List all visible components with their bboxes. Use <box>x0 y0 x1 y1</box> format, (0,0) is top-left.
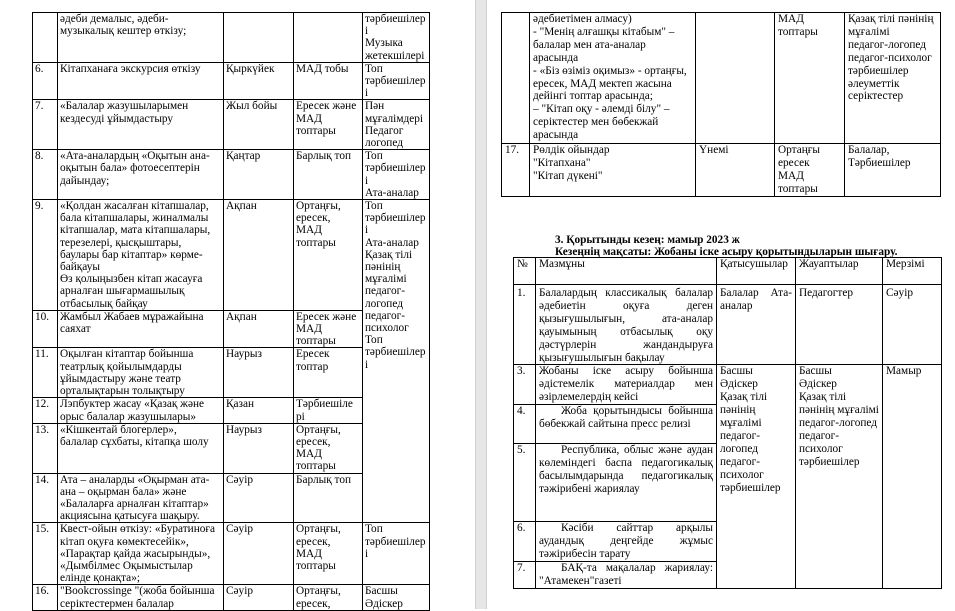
activity-group: Тәрбиешіле рі <box>294 398 363 423</box>
header-content: Мазмұны <box>536 258 717 285</box>
row-content: Жобаны іске асыру бойынша әдістемелік материалдар мен әзірлемелердің кейсі <box>536 365 717 405</box>
table-row <box>33 585 430 610</box>
activity-time <box>696 13 775 144</box>
activity-content: «Қолдан жасалған кітапшалар, бала кітапшалары, жиналмалы кітапшалар, мата кітапшалары, терезелері, қысқыштары, баулары бар кітаптар» көрме- байқауы Өз қолыңызбен кітап жасауға арналған шығармашылық отбасылық байқау <box>58 200 224 311</box>
activity-time: Қазан <box>224 398 294 423</box>
activity-content: "Bookcrossinge "(жоба бойынша серіктестермен балалар <box>58 585 224 610</box>
row-content: БАҚ-та мақалалар жариялау: "Атамекен"газеті <box>536 562 717 589</box>
activity-time: Наурыз <box>224 348 294 398</box>
row-number: 4. <box>514 405 536 444</box>
activity-group: Барлық топ <box>294 473 363 523</box>
row-content: Республика, облыс және аудан көлеміндегі баспа педагогикалық басылымдарында педагогикалық тәжірибені жариялау <box>536 444 717 522</box>
activity-time: Үнемі <box>696 144 775 197</box>
activity-responsible: Топ тәрбиешілері Ата-аналар Қазақ тілі пәнінің мұғалімі педагог-логопед педагог- психолог Топ тәрбиешілері <box>363 200 430 523</box>
activity-time: Сәуір <box>224 585 294 610</box>
activity-time: Қыркүйек <box>224 62 294 100</box>
activity-group: Ортаңғы, ересек, МАД топтары <box>294 200 363 311</box>
final-stage-table <box>513 257 942 589</box>
table-row <box>514 365 942 405</box>
activity-group: Барлық топ <box>294 150 363 200</box>
row-responsible: Педагогтер <box>796 285 883 365</box>
activity-content: Квест-ойын өткізу: «Буратиноға кітап оқуға көмектесейік», «Парақтар қайда жасырынды», «Дымбілмес Оқымыстылар елінде қонақта»; <box>58 523 224 585</box>
activity-responsible: Қазақ тілі пәнінің мұғалімі педагог-логопед педагог-психолог тәрбиешілер әлеуметтік серіктестер <box>845 13 941 144</box>
activity-time <box>224 13 294 63</box>
table-row <box>33 100 430 150</box>
row-number <box>502 13 530 144</box>
activity-group: Ортаңғы, ересек, <box>294 585 363 610</box>
document-page-right <box>487 0 955 609</box>
activity-time: Ақпан <box>224 310 294 348</box>
row-number: 6. <box>514 522 536 562</box>
activity-responsible: Пән мұғалімдері Педагог логопед <box>363 100 430 150</box>
activity-responsible: Басшы Әдіскер <box>363 585 430 610</box>
activity-time: Қаңтар <box>224 150 294 200</box>
table-row <box>502 13 941 144</box>
table-row <box>514 285 942 365</box>
table-row <box>33 13 430 63</box>
activity-content: «Ата-аналардың «Оқытын ана- оқытын бала» фотоесептерін дайындау; <box>58 150 224 200</box>
row-number: 6. <box>33 62 58 100</box>
row-number: 5. <box>514 444 536 522</box>
table-header-row <box>514 258 942 285</box>
activity-content: әдебиетімен алмасу) - "Менің алғашқы кітабым" – балалар мен ата-аналар арасында - «Біз өзіміз оқимыз» - ортаңғы, ересек, МАД мектеп жасына дейінгі топтар арасында; – "Кітап оқу - әлемді білу" – серіктестер мен бөбекжай арасында <box>530 13 696 144</box>
activity-time: Сәуір <box>224 473 294 523</box>
row-number: 7. <box>514 562 536 589</box>
row-number: 11. <box>33 348 58 398</box>
page-gutter <box>475 0 487 609</box>
header-number: № <box>514 258 536 285</box>
row-participants: Балалар Ата-аналар <box>717 285 796 365</box>
activity-content: Рөлдік ойындар "Кітапхана" "Кітап дүкені" <box>530 144 696 197</box>
row-number: 13. <box>33 423 58 473</box>
table-row <box>502 144 941 197</box>
activity-content: «Кішкентай блогерлер», балалар сұхбаты, кітапқа шолу <box>58 423 224 473</box>
activity-responsible: Топ тәрбиешілері <box>363 62 430 100</box>
activity-responsible: тәрбиешілері Музыка жетекшілері <box>363 13 430 63</box>
document-page-left <box>0 0 475 609</box>
activity-group: Ортаңғы ересек МАД топтары <box>775 144 845 197</box>
activity-responsible: Топ тәрбиешілері <box>363 523 430 585</box>
activity-content: Лэпбуктер жасау «Қазақ және орыс балалар жазушылары» <box>58 398 224 423</box>
table-row <box>33 62 430 100</box>
activity-content: Кітапханаға экскурсия өткізу <box>58 62 224 100</box>
row-number: 8. <box>33 150 58 200</box>
activity-group: МАД тобы <box>294 62 363 100</box>
row-content: Жоба қорытындысы бойынша бөбекжай сайтына пресс релизі <box>536 405 717 444</box>
activity-content: әдеби демалыс, әдеби- музыкалық кештер өткізу; <box>58 13 224 63</box>
row-content: Кәсіби сайттар арқылы аудандық деңгейде жұмыс тәжірибесін тарату <box>536 522 717 562</box>
row-deadline: Сәуір <box>883 285 942 365</box>
row-number: 7. <box>33 100 58 150</box>
row-number: 9. <box>33 200 58 311</box>
activity-group: Ортаңғы, ересек, МАД топтары <box>294 423 363 473</box>
header-responsible: Жауаптылар <box>796 258 883 285</box>
activity-group: Ересек және МАД топтары <box>294 310 363 348</box>
activity-group: Ортаңғы, ересек, МАД топтары <box>294 523 363 585</box>
activity-content: Жамбыл Жабаев мұражайына саяхат <box>58 310 224 348</box>
row-number: 14. <box>33 473 58 523</box>
activities-table <box>32 12 430 611</box>
activity-content: «Балалар жазушыларымен кездесуді ұйымдастыру <box>58 100 224 150</box>
header-deadline: Мерзімі <box>883 258 942 285</box>
section-title: 3. Қорытынды кезең: мамыр 2023 ж <box>555 234 740 246</box>
row-number: 12. <box>33 398 58 423</box>
activity-time: Ақпан <box>224 200 294 311</box>
activity-content: Оқылған кітаптар бойынша театрлық қойылымдарды ұйымдастыру және театр орталықтарын толықтыру <box>58 348 224 398</box>
row-number: 15. <box>33 523 58 585</box>
activity-time: Наурыз <box>224 423 294 473</box>
table-row <box>33 523 430 585</box>
section-goal: Кезеңнің мақсаты: Жобаны іске асыру қорытындыларын шығару. <box>555 246 898 258</box>
row-participants: Басшы Әдіскер Қазақ тілі пәнінің мұғалімі педагог- логопед педагог- психолог тәрбиешілер <box>717 365 796 589</box>
activity-time: Жыл бойы <box>224 100 294 150</box>
activity-responsible: Топ тәрбиешілері Ата-аналар <box>363 150 430 200</box>
activity-content: Ата – аналарды «Оқырман ата- ана – оқырман бала» және «Балаларға арналған кітаптар» акциясына қатысуға шақыру. <box>58 473 224 523</box>
row-number: 16. <box>33 585 58 610</box>
activity-responsible: Балалар, Тәрбиешілер <box>845 144 941 197</box>
row-number: 1. <box>514 285 536 365</box>
header-participants: Қатысушылар <box>717 258 796 285</box>
table-row <box>33 150 430 200</box>
row-deadline: Мамыр <box>883 365 942 589</box>
activity-group: Ересек топтар <box>294 348 363 398</box>
row-responsible: Басшы Әдіскер Қазақ тілі пәнінің мұғалімі педагог-логопед педагог- психолог тәрбиешілер <box>796 365 883 589</box>
activity-group: Ересек және МАД топтары <box>294 100 363 150</box>
activities-table-continued <box>501 12 941 197</box>
row-number <box>33 13 58 63</box>
activity-group <box>294 13 363 63</box>
row-content: Балалардың классикалық балалар әдебиетін оқуға деген қызығушылығын, ата-аналар қауымының отбасылық оқу дәстүрлерін жандандыруға қызығушылығын бақылау <box>536 285 717 365</box>
row-number: 10. <box>33 310 58 348</box>
row-number: 3. <box>514 365 536 405</box>
activity-time: Сәуір <box>224 523 294 585</box>
activity-group: МАД топтары <box>775 13 845 144</box>
row-number: 17. <box>502 144 530 197</box>
table-row <box>33 200 430 311</box>
